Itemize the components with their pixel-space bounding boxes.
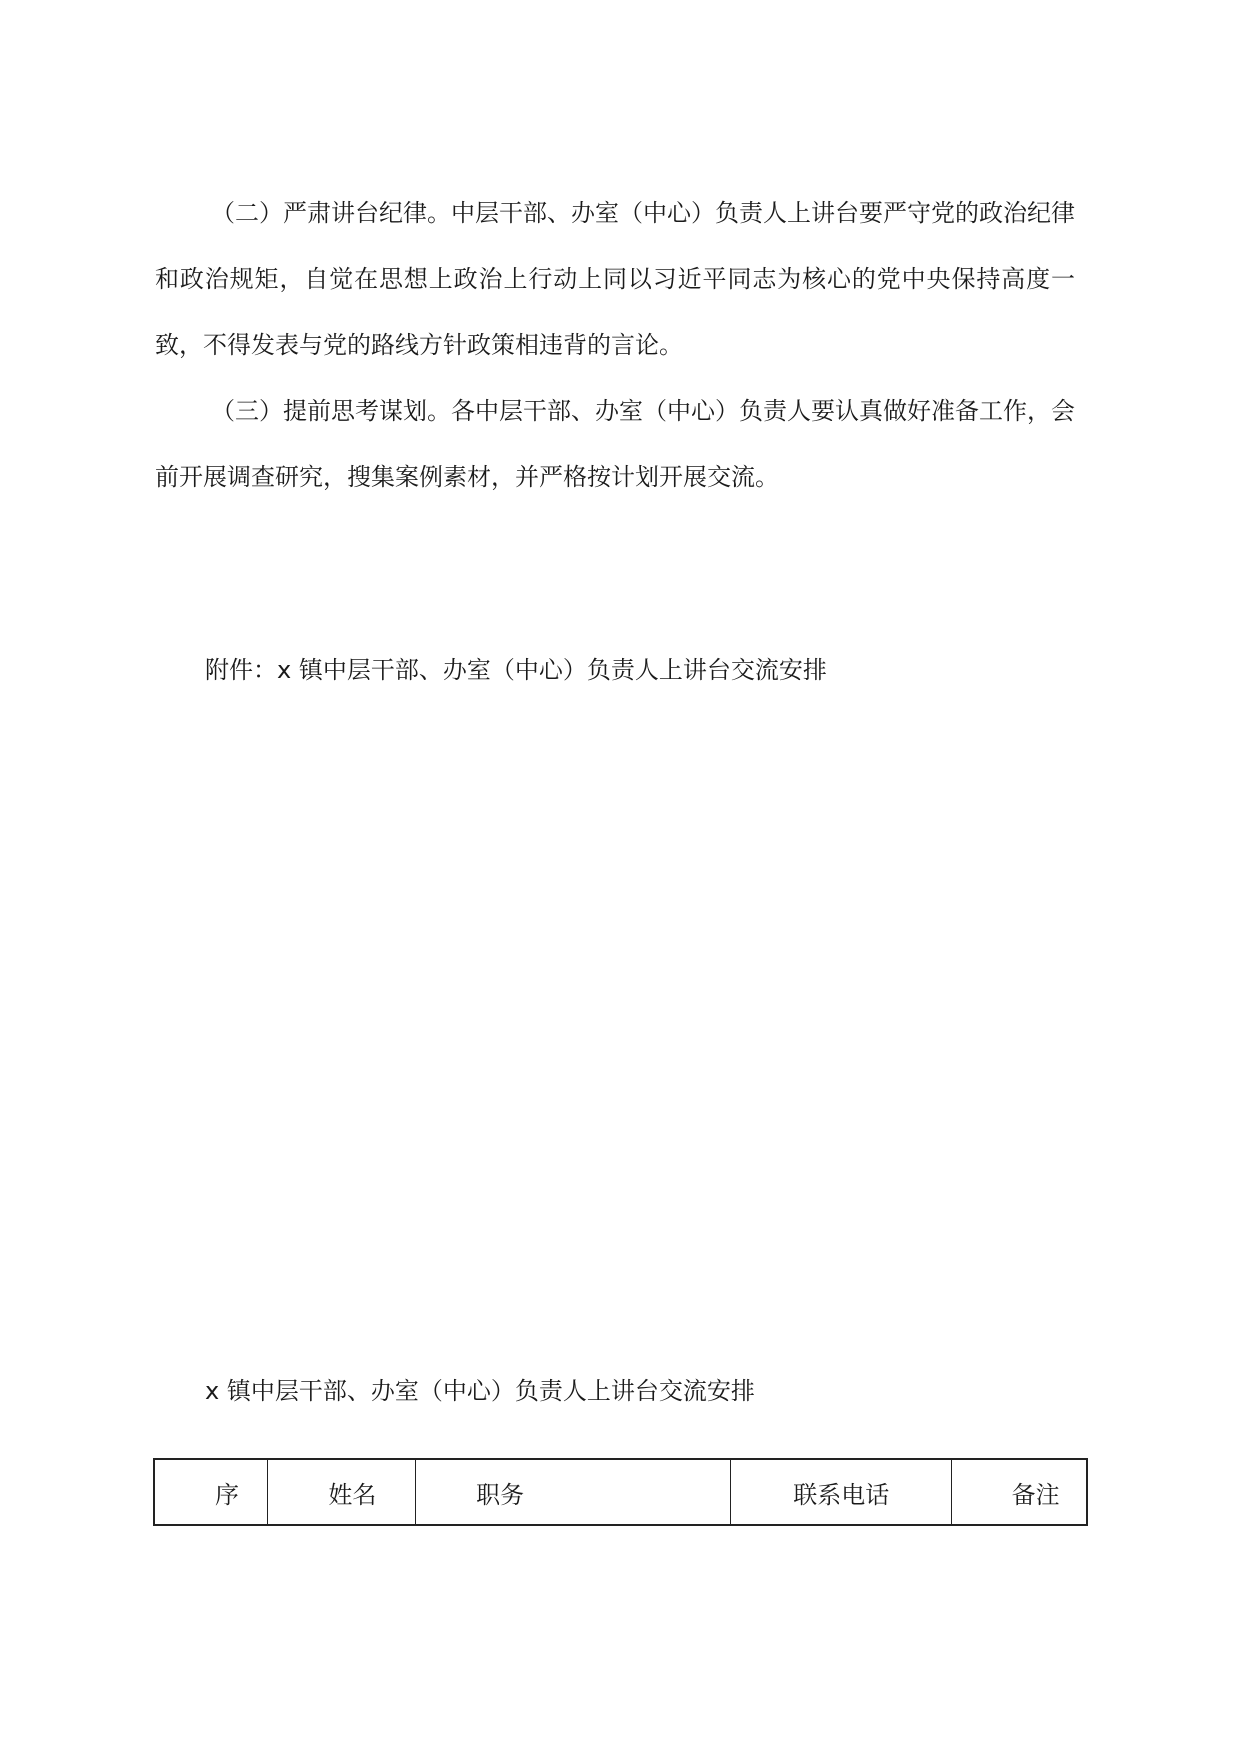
header-cell-phone: 联系电话 <box>731 1459 951 1525</box>
header-cell-name: 姓名 <box>268 1459 416 1525</box>
arrangement-table <box>153 1458 1088 1526</box>
header-cell-remarks: 备注 <box>951 1459 1087 1525</box>
attachment-line: 附件：x 镇中层干部、办室（中心）负责人上讲台交流安排 <box>205 656 827 684</box>
paragraph-planning: （三）提前思考谋划。各中层干部、办室（中心）负责人要认真做好准备工作，会前开展调查研究，搜集案例素材，并严格按计划开展交流。 <box>155 397 1075 491</box>
paragraph-discipline: （二）严肃讲台纪律。中层干部、办室（中心）负责人上讲台要严守党的政治纪律和政治规矩，自觉在思想上政治上行动上同以习近平同志为核心的党中央保持高度一致，不得发表与党的路线方针政策相违背的言论。 <box>155 199 1075 359</box>
header-cell-index: 序 <box>154 1459 268 1525</box>
table-header-row <box>154 1459 1087 1525</box>
header-cell-position: 职务 <box>416 1459 731 1525</box>
table-title: x 镇中层干部、办室（中心）负责人上讲台交流安排 <box>205 1377 755 1405</box>
